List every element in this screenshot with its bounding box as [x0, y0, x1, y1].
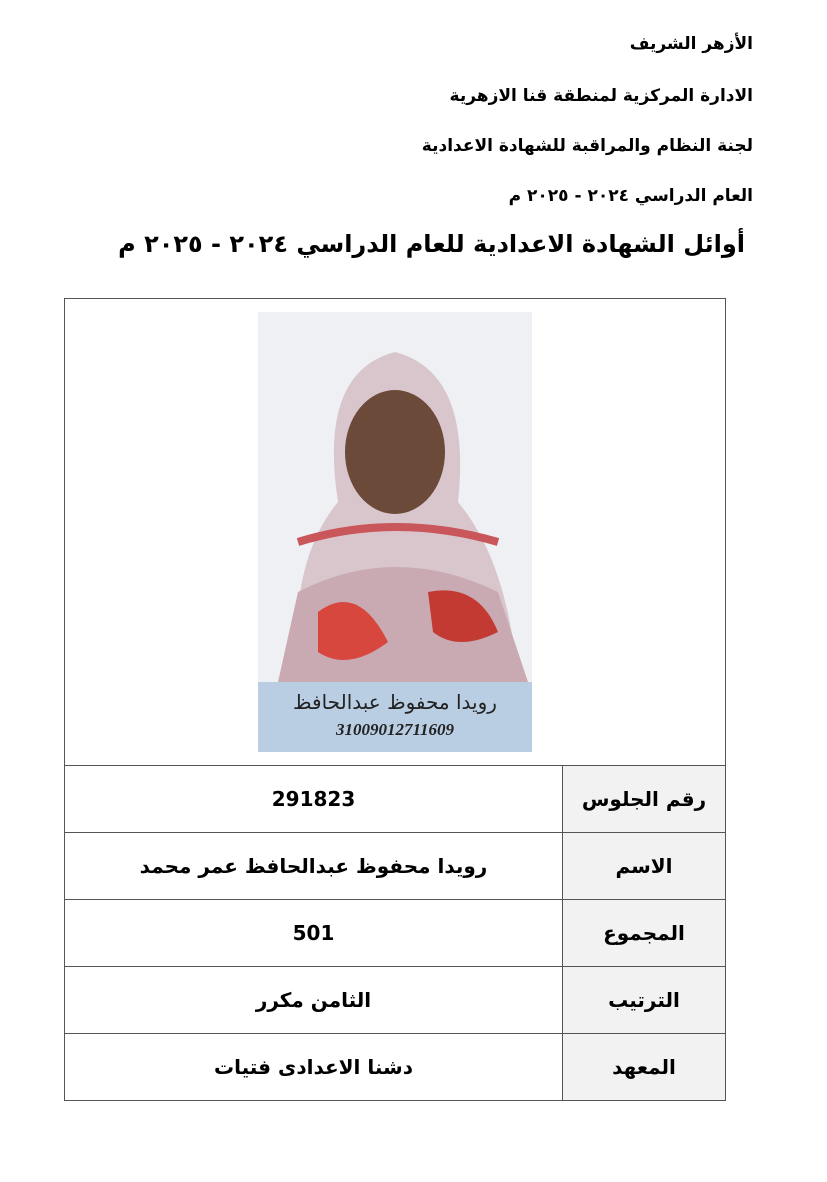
institute-label: المعهد [563, 1034, 726, 1101]
committee-name: لجنة النظام والمراقبة للشهادة الاعدادية [421, 136, 753, 156]
photo-caption-name: رويدا محفوظ عبدالحافظ [293, 690, 497, 714]
photo-caption [258, 682, 532, 752]
photo-cell [65, 299, 726, 766]
seat-number-label: رقم الجلوس [563, 766, 726, 833]
table-row [65, 766, 726, 833]
seat-number-value: 291823 [65, 766, 563, 833]
name-label: الاسم [563, 833, 726, 900]
total-value: 501 [65, 900, 563, 967]
table-row [65, 833, 726, 900]
table-row [65, 900, 726, 967]
photo-row [65, 299, 726, 766]
table-row [65, 967, 726, 1034]
page-title: أوائل الشهادة الاعدادية للعام الدراسي ٢٠٢٤ - ٢٠٢٥ م [118, 230, 745, 258]
institute-value: دشنا الاعدادى فتيات [65, 1034, 563, 1101]
total-label: المجموع [563, 900, 726, 967]
student-photo [258, 312, 532, 752]
student-info-table [64, 298, 726, 1101]
academic-year: العام الدراسي ٢٠٢٤ - ٢٠٢٥ م [508, 186, 753, 206]
person-silhouette-icon [258, 312, 532, 682]
photo-caption-id: 31009012711609 [335, 720, 455, 739]
rank-value: الثامن مكرر [65, 967, 563, 1034]
table-row [65, 1034, 726, 1101]
name-value: رويدا محفوظ عبدالحافظ عمر محمد [65, 833, 563, 900]
administration-name: الادارة المركزية لمنطقة قنا الازهرية [449, 86, 753, 106]
rank-label: الترتيب [563, 967, 726, 1034]
org-name: الأزهر الشريف [629, 34, 753, 54]
